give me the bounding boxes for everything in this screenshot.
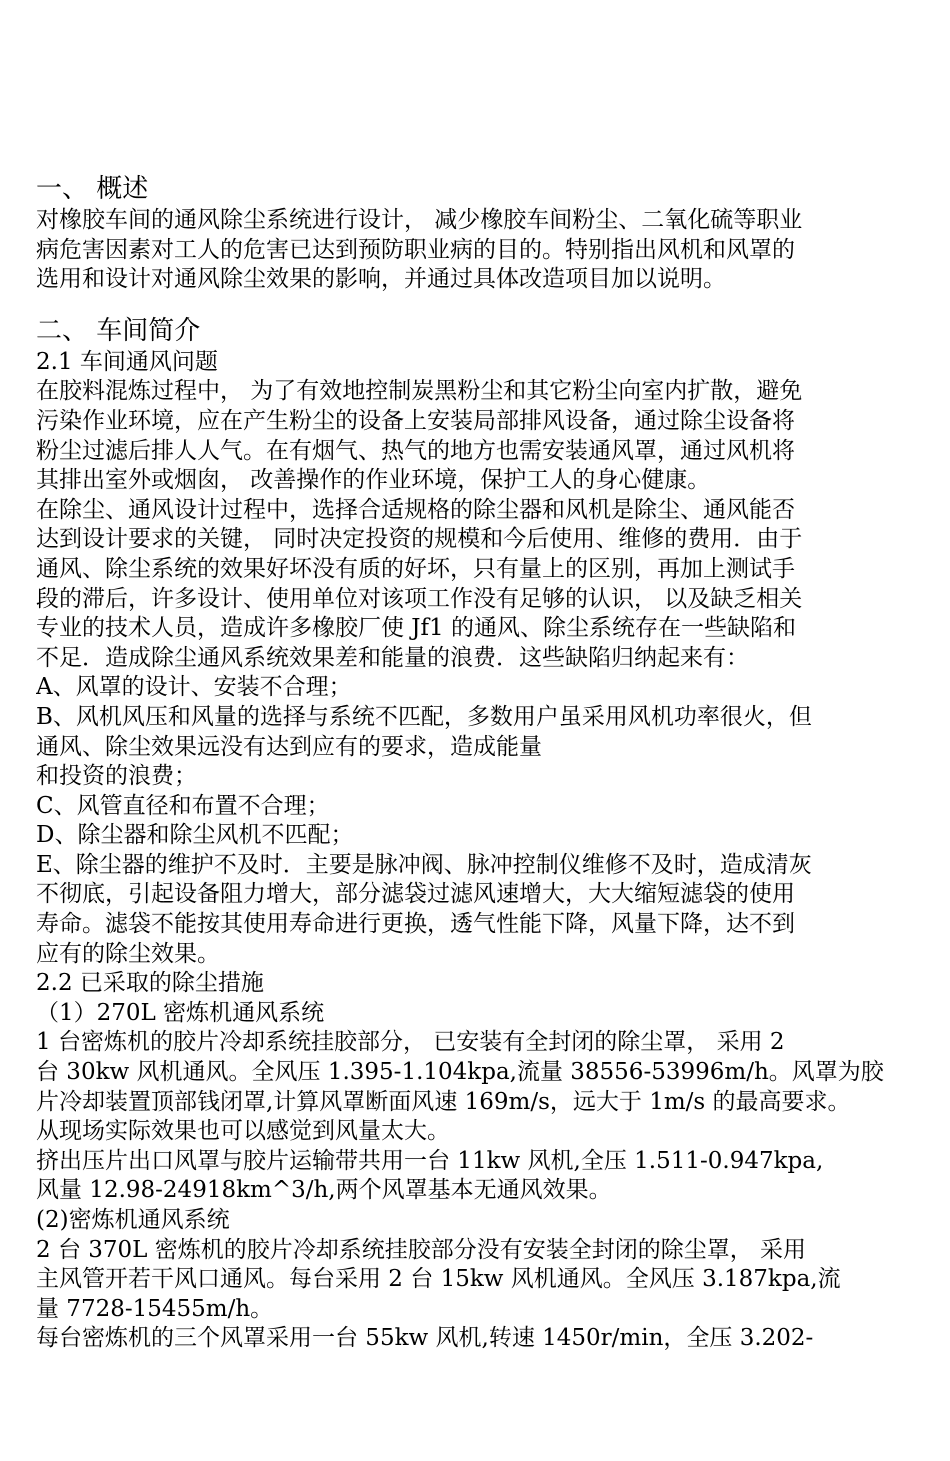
text-line: 寿命。滤袋不能按其使用寿命进行更换，透气性能下降，风量下降，达不到: [36, 911, 795, 938]
text-line: 不足．造成除尘通风系统效果差和能量的浪费．这些缺陷归纳起来有：: [36, 644, 749, 671]
text-line: 通风、除尘系统的效果好坏没有质的好坏，只有量上的区别，再加上测试手: [36, 555, 795, 582]
section-overview-body: [36, 206, 916, 295]
section-spacer: [36, 295, 916, 315]
text-line: 通风、除尘效果远没有达到应有的要求，造成能量: [36, 733, 542, 760]
text-line: 不彻底，引起设备阻力增大，部分滤袋过滤风速增大，大大缩短滤袋的使用: [36, 881, 795, 908]
text-line: A、风罩的设计、安装不合理；: [36, 674, 352, 701]
text-line: 2 台 370L 密炼机的胶片冷却系统挂胶部分没有安装全封闭的除尘罩， 采用: [36, 1236, 807, 1263]
text-line: 片冷却装置顶部钱闭罩,计算风罩断面风速 169m/s，远大于 1m/s 的最高要求。: [36, 1088, 851, 1115]
text-line: 段的滞后，许多设计、使用单位对该项工作没有足够的认识， 以及缺乏相关: [36, 585, 803, 612]
text-line: 挤出压片出口风罩与胶片运输带共用一台 11kw 风机,全压 1.511-0.947kpa,: [36, 1147, 824, 1174]
section-workshop-body: [36, 348, 916, 1354]
text-line: （1）270L 密炼机通风系统: [36, 999, 325, 1026]
text-line: 每台密炼机的三个风罩采用一台 55kw 风机,转速 1450r/min，全压 3.202-: [36, 1325, 814, 1352]
text-line: 达到设计要求的关键， 同时决定投资的规模和今后使用、维修的费用．由于: [36, 526, 803, 553]
text-line: 粉尘过滤后排人人气。在有烟气、热气的地方也需安装通风罩，通过风机将: [36, 437, 795, 464]
text-line: 从现场实际效果也可以感觉到风量太大。: [36, 1118, 450, 1145]
text-line: 污染作业环境，应在产生粉尘的设备上安装局部排风设备，通过除尘设备将: [36, 407, 795, 434]
text-line: 在胶料混炼过程中， 为了有效地控制炭黑粉尘和其它粉尘向室内扩散，避免: [36, 378, 803, 405]
text-line: 量 7728-15455m/h。: [36, 1295, 274, 1322]
text-line: 应有的除尘效果。: [36, 940, 220, 967]
text-line: 台 30kw 风机通风。全风压 1.395-1.104kpa,流量 38556-53996m/h。风罩为胶: [36, 1059, 884, 1086]
text-line: C、风管直径和布置不合理；: [36, 792, 330, 819]
text-line: 专业的技术人员，造成许多橡胶厂使 Jf1 的通风、除尘系统存在一些缺陷和: [36, 615, 796, 642]
section-heading-workshop: 二、 车间简介: [36, 315, 201, 346]
text-line: 2.1 车间通风问题: [36, 348, 218, 375]
document-page: [36, 173, 916, 1354]
text-line: 1 台密炼机的胶片冷却系统挂胶部分， 已安装有全封闭的除尘罩， 采用 2: [36, 1029, 785, 1056]
text-line: D、除尘器和除尘风机不匹配；: [36, 822, 354, 849]
text-line: (2)密炼机通风系统: [36, 1207, 230, 1233]
text-line: 2.2 已采取的除尘措施: [36, 970, 264, 997]
section-heading-overview: 一、 概述: [36, 174, 149, 204]
text-line: E、除尘器的维护不及时．主要是脉冲阀、脉冲控制仪维修不及时，造成清灰: [36, 851, 812, 878]
text-line: 对橡胶车间的通风除尘系统进行设计， 减少橡胶车间粉尘、二氧化硫等职业: [36, 207, 803, 233]
text-line: B、风机风压和风量的选择与系统不匹配，多数用户虽采用风机功率很火，但: [36, 703, 812, 730]
text-line: 其排出室外或烟囱， 改善操作的作业环境，保护工人的身心健康。: [36, 467, 711, 494]
text-line: 在除尘、通风设计过程中，选择合适规格的除尘器和风机是除尘、通风能否: [36, 496, 795, 523]
text-line: 选用和设计对通风除尘效果的影响，并通过具体改造项目加以说明。: [36, 266, 726, 293]
text-line: 病危害因素对工人的危害已达到预防职业病的目的。特别指出风机和风罩的: [36, 236, 795, 263]
text-line: 风量 12.98-24918km^3/h,两个风罩基本无通风效果。: [36, 1177, 612, 1204]
text-line: 和投资的浪费；: [36, 763, 197, 790]
text-line: 主风管开若干风口通风。每台采用 2 台 15kw 风机通风。全风压 3.187kpa,流: [36, 1266, 841, 1293]
